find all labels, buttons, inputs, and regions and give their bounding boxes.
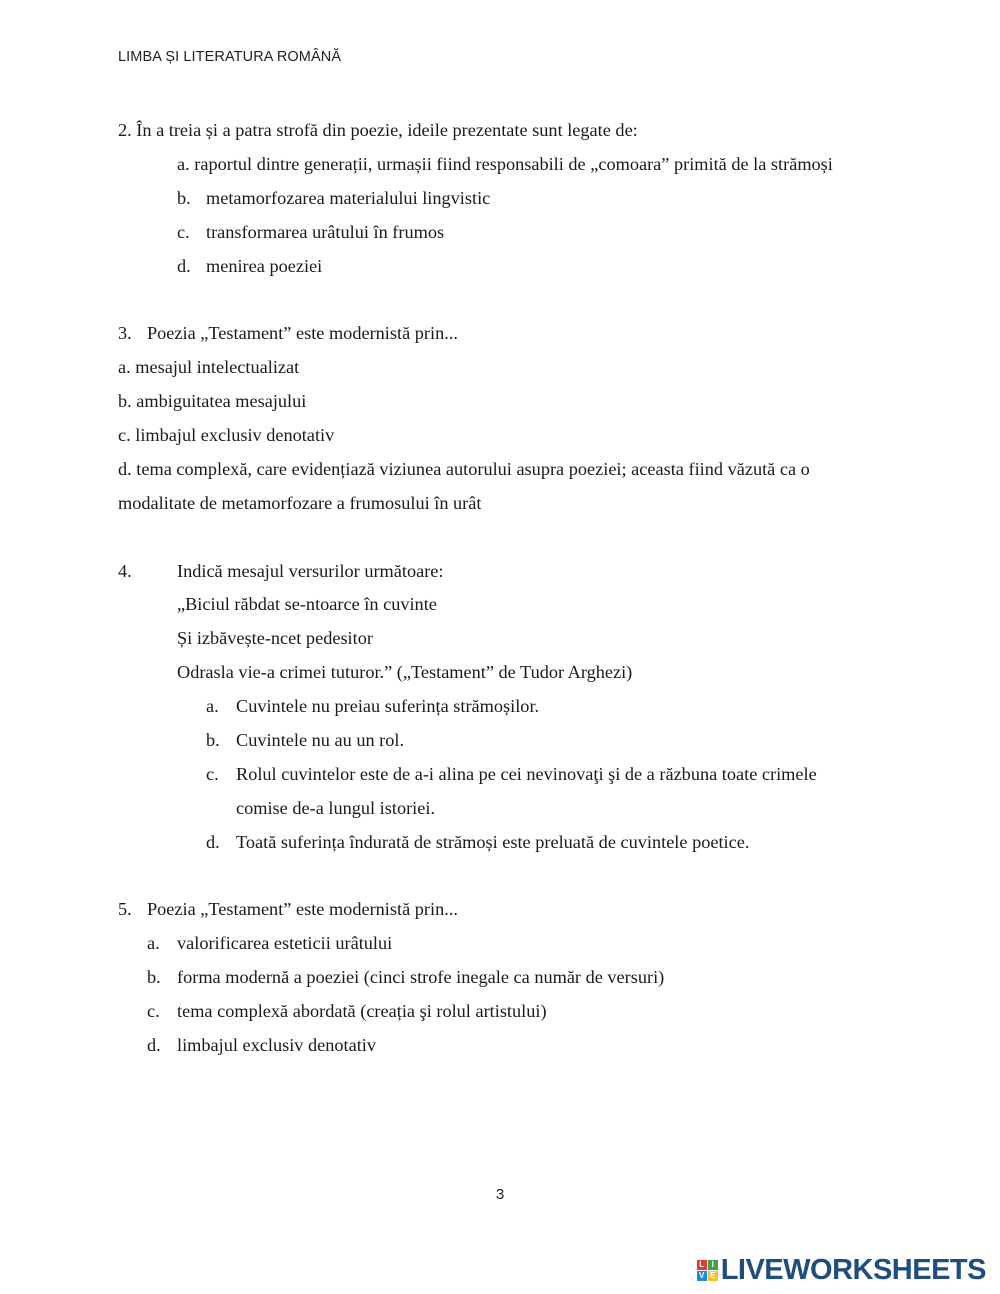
question-5-number: 5. [118, 899, 132, 919]
q2-option-c-letter: c. [177, 222, 190, 242]
logo-letter-e: E [708, 1271, 718, 1281]
question-5: Poezia „Testament” este modernistă prin... [147, 899, 458, 919]
q2-option-d: menirea poeziei [206, 256, 323, 276]
q3-option-c: c. limbajul exclusiv denotativ [118, 425, 335, 445]
liveworksheets-logo-icon [697, 1260, 718, 1281]
q4-option-c-line1: Rolul cuvintelor este de a-i alina pe cei nevinovaţi şi de a răzbuna toate crimele [236, 764, 817, 784]
q2-option-a: a. raportul dintre generații, urmașii fiind responsabili de „comoara” primită de la strămoși [177, 154, 833, 174]
q2-option-c: transformarea urâtului în frumos [206, 222, 445, 242]
q3-option-d-line1: d. tema complexă, care evidențiază viziunea autorului asupra poeziei; aceasta fiind văzută ca o [118, 459, 810, 479]
q3-option-b: b. ambiguitatea mesajului [118, 391, 307, 411]
q4-option-b: Cuvintele nu au un rol. [236, 730, 405, 750]
q3-option-d-line2: modalitate de metamorfozare a frumosului în urât [118, 493, 482, 513]
question-3: Poezia „Testament” este modernistă prin... [147, 323, 458, 343]
q5-option-a: valorificarea esteticii urâtului [177, 933, 393, 953]
question-2: 2. În a treia și a patra strofă din poezie, ideile prezentate sunt legate de: [118, 120, 638, 140]
question-3-number: 3. [118, 323, 132, 343]
q5-option-d: limbajul exclusiv denotativ [177, 1035, 377, 1055]
q5-option-c: tema complexă abordată (creația şi rolul artistului) [177, 1001, 547, 1021]
q2-option-d-letter: d. [177, 256, 191, 276]
logo-letter-i: I [708, 1260, 718, 1270]
q4-option-d: Toată suferința îndurată de strămoși este preluată de cuvintele poetice. [236, 832, 750, 852]
logo-letter-l: L [697, 1260, 707, 1270]
q5-option-b: forma modernă a poeziei (cinci strofe inegale ca număr de versuri) [177, 967, 665, 987]
q4-verse-1: „Biciul răbdat se-ntoarce în cuvinte [177, 594, 437, 614]
q2-option-b: metamorfozarea materialului lingvistic [206, 188, 491, 208]
q2-option-b-letter: b. [177, 188, 191, 208]
q4-verse-2: Și izbăvește-ncet pedesitor [177, 628, 373, 648]
question-4-number: 4. [118, 561, 132, 581]
q3-option-a: a. mesajul intelectualizat [118, 357, 300, 377]
q4-option-c-letter: c. [206, 764, 219, 784]
q5-option-b-letter: b. [147, 967, 161, 987]
liveworksheets-brand[interactable] [697, 1254, 986, 1286]
q4-option-a: Cuvintele nu preiau suferința strămoșilor. [236, 696, 540, 716]
q4-option-b-letter: b. [206, 730, 220, 750]
q5-option-a-letter: a. [147, 933, 160, 953]
q4-option-c-line2: comise de-a lungul istoriei. [236, 798, 436, 818]
q4-verse-3: Odrasla vie-a crimei tuturor.” („Testament” de Tudor Arghezi) [177, 662, 633, 682]
q4-option-d-letter: d. [206, 832, 220, 852]
q5-option-d-letter: d. [147, 1035, 161, 1055]
liveworksheets-brand-name: LIVEWORKSHEETS [720, 1253, 986, 1286]
document-header: LIMBA ȘI LITERATURA ROMÂNĂ [118, 49, 342, 65]
q5-option-c-letter: c. [147, 1001, 160, 1021]
logo-letter-v: V [697, 1271, 707, 1281]
page-number: 3 [495, 1186, 505, 1203]
q4-option-a-letter: a. [206, 696, 219, 716]
question-4: Indică mesajul versurilor următoare: [177, 561, 444, 581]
